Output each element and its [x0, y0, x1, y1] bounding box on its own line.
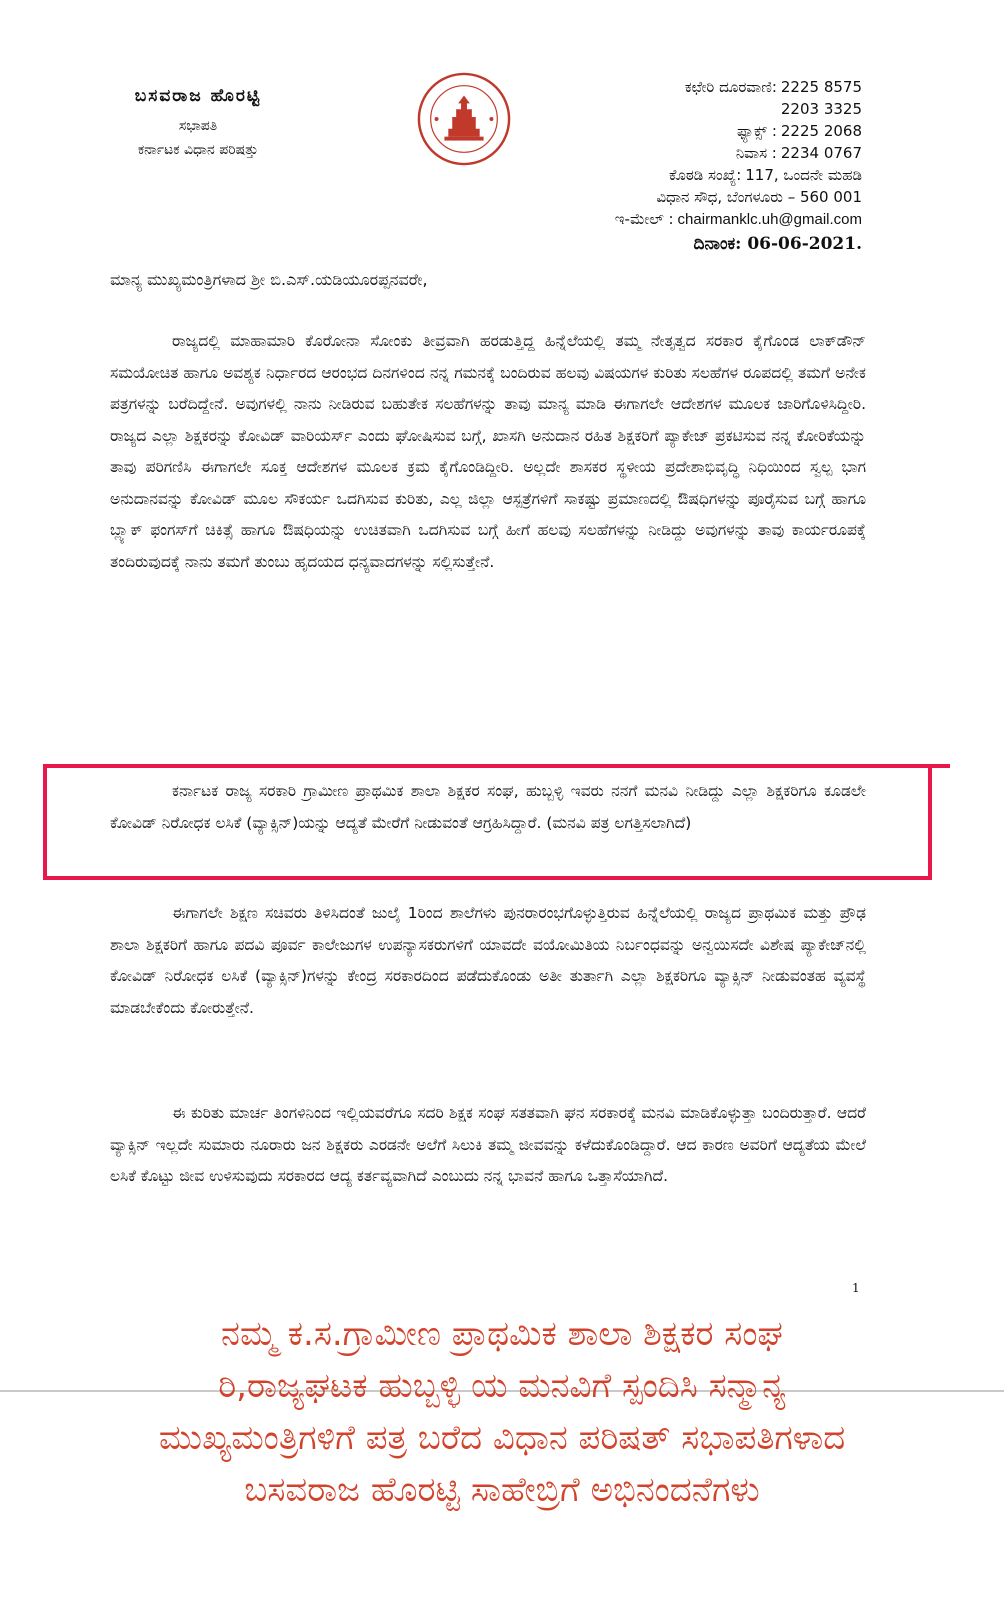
contact-value: 2225 8575 — [780, 78, 862, 96]
contact-value: 2234 0767 — [780, 144, 862, 162]
highlight-box-tick — [932, 764, 950, 768]
letter-date: ದಿನಾಂಕ: 06-06-2021. — [693, 234, 862, 254]
contact-row — [615, 142, 862, 164]
contact-label: ಇ-ಮೇಲ್ : — [614, 210, 674, 228]
sender-name: ಬಸವರಾಜ ಹೊರಟ್ಟಿ — [134, 86, 262, 106]
contact-label: ಫ್ಯಾಕ್ಸ್ : — [737, 122, 777, 140]
contact-row — [615, 120, 862, 142]
caption-line: ರಿ,ರಾಜ್ಯಘಟಕ ಹುಬ್ಬಳ್ಳಿ ಯ ಮನವಿಗೆ ಸ್ಪಂದಿಸಿ ಸನ್ಮಾನ್ಯ — [218, 1366, 786, 1406]
contact-row — [615, 164, 862, 186]
page-number: 1 — [852, 1281, 860, 1295]
contact-row — [615, 208, 862, 231]
government-seal-icon — [415, 70, 513, 168]
caption-line: ನಮ್ಮ ಕ.ಸ.ಗ್ರಾಮೀಣ ಪ್ರಾಥಮಿಕ ಶಾಲಾ ಶಿಕ್ಷಕರ ಸಂಘ — [221, 1314, 783, 1354]
contact-row — [615, 76, 862, 98]
letterhead-left — [78, 86, 318, 166]
contact-row — [615, 98, 862, 120]
contact-row — [615, 186, 862, 208]
caption-line: ಮುಖ್ಯಮಂತ್ರಿಗಳಿಗೆ ಪತ್ರ ಬರೆದ ವಿಧಾನ ಪರಿಷತ್ ಸಭಾಪತಿಗಳಾದ — [158, 1418, 846, 1458]
contact-label: ಕಛೇರಿ ದೂರವಾಣಿ: — [684, 78, 777, 96]
caption-line: ಬಸವರಾಜ ಹೊರಟ್ಟಿ ಸಾಹೇಬ್ರಿಗೆ ಅಭಿನಂದನೆಗಳು — [244, 1470, 760, 1510]
sender-office: ಕರ್ನಾಟಕ ವಿಧಾನ ಪರಿಷತ್ತು — [137, 142, 259, 158]
email-link[interactable]: chairmanklc.uh@gmail.com — [677, 211, 862, 228]
caption-overlay — [0, 1308, 1004, 1516]
contact-label: ನಿವಾಸ : — [735, 144, 777, 162]
sender-title: ಸಭಾಪತಿ — [178, 118, 218, 134]
contact-value: ವಿಧಾನ ಸೌಧ, ಬೆಂಗಳೂರು – 560 001 — [656, 188, 862, 206]
salutation: ಮಾನ್ಯ ಮುಖ್ಯಮಂತ್ರಿಗಳಾದ ಶ್ರೀ ಬಿ.ಎಸ್.ಯಡಿಯೂರಪ್ಪನವರೇ, — [110, 270, 428, 289]
contact-value: 2225 2068 — [780, 122, 862, 140]
body-paragraph: ಈಗಾಗಲೇ ಶಿಕ್ಷಣ ಸಚಿವರು ತಿಳಿಸಿದಂತೆ ಜುಲೈ 1ರಿಂದ ಶಾಲೆಗಳು ಪುನರಾರಂಭಗೊಳ್ಳುತ್ತಿರುವ ಹಿನ್ನೆಲೆಯಲ್ಲಿ ರಾಜ್ಯದ ಪ್ರಾಥಮಿಕ ಮತ್ತು ಪ್ರೌಢ ಶಾಲಾ ಶಿಕ್ಷಕರಿಗೆ ಹಾಗೂ ಪದವಿ ಪೂರ್ವ ಕಾಲೇಜುಗಳ ಉಪನ್ಯಾಸಕರುಗಳಿಗೆ ಯಾವದೇ ವಯೋಮಿತಿಯ ನಿರ್ಬಂಧವನ್ನು ಅನ್ವಯಿಸದೇ ವಿಶೇಷ ಪ್ಯಾಕೇಜ್‌ನಲ್ಲಿ ಕೋವಿಡ್ ನಿರೋಧಕ ಲಸಿಕೆ (ವ್ಯಾಕ್ಸಿನ್)ಗಳನ್ನು ಕೇಂದ್ರ ಸರಕಾರದಿಂದ ಪಡೆದುಕೊಂಡು ಅತೀ ತುರ್ತಾಗಿ ಎಲ್ಲಾ ಶಿಕ್ಷಕರಿಗೂ ವ್ಯಾಕ್ಸಿನ್ ನೀಡುವಂತಹ ವ್ಯವಸ್ಥೆ ಮಾಡಬೇಕೆಂದು ಕೋರುತ್ತೇನೆ. — [110, 904, 866, 1017]
contact-value: 2203 3325 — [780, 100, 862, 118]
body-paragraph: ರಾಜ್ಯದಲ್ಲಿ ಮಾಹಾಮಾರಿ ಕೊರೋನಾ ಸೋಂಕು ತೀವ್ರವಾಗಿ ಹರಡುತ್ತಿದ್ದ ಹಿನ್ನೆಲೆಯಲ್ಲಿ ತಮ್ಮ ನೇತೃತ್ವದ ಸರಕಾರ ಕೈಗೊಂಡ ಲಾಕ್‌ಡೌನ್ ಸಮಯೋಚಿತ ಹಾಗೂ ಅವಶ್ಯಕ ನಿರ್ಧಾರದ ಆರಂಭದ ದಿನಗಳಿಂದ ನನ್ನ ಗಮನಕ್ಕೆ ಬಂದಿರುವ ಹಲವು ವಿಷಯಗಳ ಕುರಿತು ಸಲಹೆಗಳ ರೂಪದಲ್ಲಿ ತಮಗೆ ಅನೇಕ ಪತ್ರಗಳನ್ನು ಬರೆದಿದ್ದೇನೆ. ಅವುಗಳಲ್ಲಿ ನಾನು ನೀಡಿರುವ ಬಹುತೇಕ ಸಲಹೆಗಳನ್ನು ತಾವು ಮಾನ್ಯ ಮಾಡಿ ಈಗಾಗಲೇ ಆದೇಶಗಳ ಮೂಲಕ ಜಾರಿಗೊಳಿಸಿದ್ದೀರಿ. ರಾಜ್ಯದ ಎಲ್ಲಾ ಶಿಕ್ಷಕರನ್ನು ಕೋವಿಡ್ ವಾರಿಯರ್ಸ್ ಎಂದು ಘೋಷಿಸುವ ಬಗ್ಗೆ, ಖಾಸಗಿ ಅನುದಾನ ರಹಿತ ಶಿಕ್ಷಕರಿಗೆ ಪ್ಯಾಕೇಜ್ ಪ್ರಕಟಿಸುವ ನನ್ನ ಕೋರಿಕೆಯನ್ನು ತಾವು ಪರಿಗಣಿಸಿ ಈಗಾಗಲೇ ಸೂಕ್ತ ಆದೇಶಗಳ ಮೂಲಕ ಕ್ರಮ ಕೈಗೊಂಡಿದ್ದೀರಿ. ಅಲ್ಲದೇ ಶಾಸಕರ ಸ್ಥಳೀಯ ಪ್ರದೇಶಾಭಿವೃದ್ಧಿ ನಿಧಿಯಿಂದ ಸ್ವಲ್ಪ ಭಾಗ ಅನುದಾನವನ್ನು ಕೋವಿಡ್ ಮೂಲ ಸೌಕರ್ಯ ಒದಗಿಸುವ ಕುರಿತು, ಎಲ್ಲ ಜಿಲ್ಲಾ ಆಸ್ಪತ್ರೆಗಳಿಗೆ ಸಾಕಷ್ಟು ಪ್ರಮಾಣದಲ್ಲಿ ಔಷಧಿಗಳನ್ನು ಪೂರೈಸುವ ಬಗ್ಗೆ ಹಾಗೂ ಬ್ಲ್ಯಾಕ್ ಫಂಗಸ್‌ಗೆ ಚಿಕಿತ್ಸೆ ಹಾಗೂ ಔಷಧಿಯನ್ನು ಉಚಿತವಾಗಿ ಒದಗಿಸುವ ಬಗ್ಗೆ ಹೀಗೆ ಹಲವು ಸಲಹೆಗಳನ್ನು ನೀಡಿದ್ದು ಅವುಗಳನ್ನು ತಾವು ಕಾರ್ಯರೂಪಕ್ಕೆ ತಂದಿರುವುದಕ್ಕೆ ನಾನು ತಮಗೆ ತುಂಬು ಹೃದಯದ ಧನ್ಯವಾದಗಳನ್ನು ಸಲ್ಲಿಸುತ್ತೇನೆ. — [110, 332, 866, 571]
contact-value: 117, ಒಂದನೇ ಮಹಡಿ — [745, 166, 862, 184]
body-paragraph: ಈ ಕುರಿತು ಮಾರ್ಚ ತಿಂಗಳಿನಿಂದ ಇಲ್ಲಿಯವರೆಗೂ ಸದರಿ ಶಿಕ್ಷಕ ಸಂಘ ಸತತವಾಗಿ ಘನ ಸರಕಾರಕ್ಕೆ ಮನವಿ ಮಾಡಿಕೊಳ್ಳುತ್ತಾ ಬಂದಿರುತ್ತಾರೆ. ಆದರೆ ವ್ಯಾಕ್ಸಿನ್ ಇಲ್ಲದೇ ಸುಮಾರು ನೂರಾರು ಜನ ಶಿಕ್ಷಕರು ಎರಡನೇ ಅಲೆಗೆ ಸಿಲುಕಿ ತಮ್ಮ ಜೀವವನ್ನು ಕಳೆದುಕೊಂಡಿದ್ದಾರೆ. ಆದ ಕಾರಣ ಅವರಿಗೆ ಆದ್ಯತೆಯ ಮೇಲೆ ಲಸಿಕೆ ಕೊಟ್ಟು ಜೀವ ಉಳಿಸುವುದು ಸರಕಾರದ ಆದ್ಯ ಕರ್ತವ್ಯವಾಗಿದೆ ಎಂಬುದು ನನ್ನ ಭಾವನೆ ಹಾಗೂ ಒತ್ತಾಸೆಯಾಗಿದೆ. — [110, 1104, 866, 1185]
contact-label: ಕೊಠಡಿ ಸಂಖ್ಯೆ: — [668, 166, 742, 184]
contact-block — [615, 76, 862, 231]
highlighted-paragraph: ಕರ್ನಾಟಕ ರಾಜ್ಯ ಸರಕಾರಿ ಗ್ರಾಮೀಣ ಪ್ರಾಥಮಿಕ ಶಾಲಾ ಶಿಕ್ಷಕರ ಸಂಘ, ಹುಬ್ಬಳ್ಳಿ ಇವರು ನನಗೆ ಮನವಿ ನೀಡಿದ್ದು ಎಲ್ಲಾ ಶಿಕ್ಷಕರಿಗೂ ಕೂಡಲೇ ಕೋವಿಡ್ ನಿರೋಧಕ ಲಸಿಕೆ (ವ್ಯಾಕ್ಸಿನ್)ಯನ್ನು ಆದ್ಯತೆ ಮೇರೆಗೆ ನೀಡುವಂತೆ ಆಗ್ರಹಿಸಿದ್ದಾರೆ. (ಮನವಿ ಪತ್ರ ಲಗತ್ತಿಸಲಾಗಿದೆ) — [110, 782, 866, 832]
